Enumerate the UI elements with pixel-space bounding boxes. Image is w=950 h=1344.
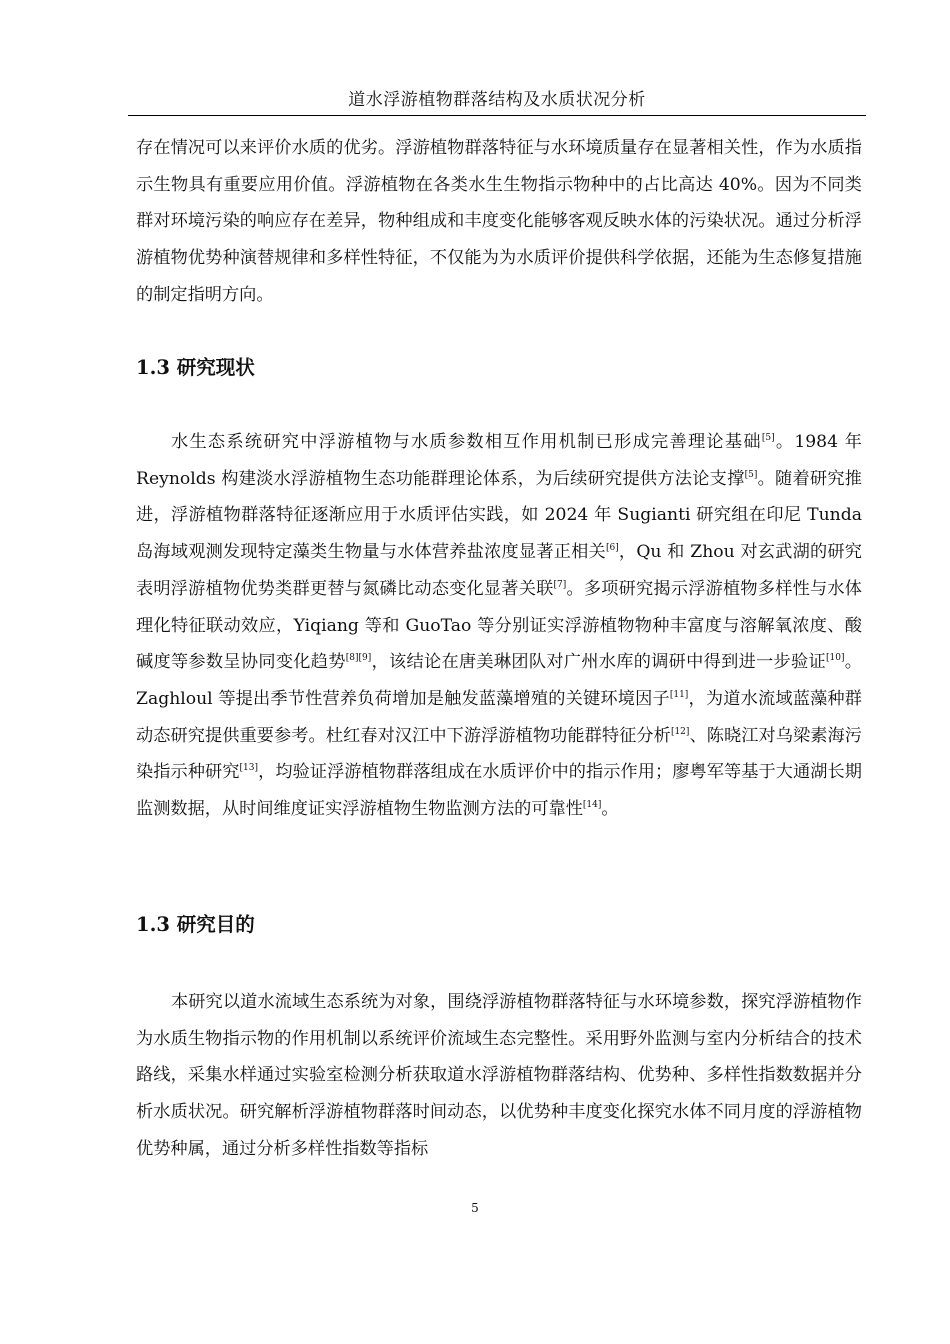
- citation: [6]: [605, 543, 619, 554]
- status-paragraph: [136, 424, 862, 828]
- text-span: 。随着研究推进，浮游植物群落特征逐渐应用于水质评估实践，如 2024 年 Sugianti 研究组在印尼 Tunda 岛海域观测发现特定藻类生物量与水体营养盐浓度显著正相关: [136, 468, 862, 563]
- section-heading-status: 1.3 研究现状: [136, 356, 255, 379]
- citation: [5]: [761, 433, 775, 443]
- text-span: ，均验证浮游植物群落组成在水质评价中的指示作用；廖粤军等基于大通湖长期监测数据，从时间维度证实浮游植物生物监测方法的可靠性: [136, 762, 862, 820]
- citation: [7]: [553, 579, 567, 590]
- section-heading-purpose: 1.3 研究目的: [136, 913, 255, 936]
- running-header: 道水浮游植物群落结构及水质状况分析: [348, 90, 646, 110]
- citation: [14]: [582, 800, 602, 811]
- text-span: ，为道水流域蓝藻种群动态研究提供重要参考。杜红春对汉江中下游浮游植物功能群特征分析: [136, 688, 862, 746]
- text-span: 。1984 年 Reynolds 构建淡水浮游植物生态功能群理论体系，为后续研究提供方法论支撑: [136, 432, 862, 489]
- text-span: ，Qu 和 Zhou 对玄武湖的研究表明浮游植物优势类群更替与氮磷比动态变化显著关联: [136, 542, 862, 599]
- text-span: 、陈晓江对乌梁素海污染指示种研究: [136, 725, 862, 783]
- intro-paragraph: 存在情况可以来评价水质的优劣。浮游植物群落特征与水环境质量存在显著相关性，作为水质指示生物具有重要应用价值。浮游植物在各类水生生物指示物种中的占比高达 40%。因为不同类群对环境污染的响应存在差异，物种组成和丰度变化能够客观反映水体的污染状况。通过分析浮游植物优势种演替规律和多样性特征，不仅能为为水质评价提供科学依据，还能为生态修复措施的制定指明方向。: [136, 138, 862, 305]
- citation: [13]: [239, 763, 259, 774]
- citation: [8][9]: [345, 653, 372, 664]
- page-number: 5: [471, 1201, 479, 1215]
- text-span: ，该结论在唐美琳团队对广州水库的调研中得到进一步验证: [371, 652, 826, 673]
- text-span: 。Zaghloul 等提出季节性营养负荷增加是触发蓝藻增殖的关键环境因子: [136, 652, 862, 709]
- citation: [12]: [670, 726, 690, 737]
- header-divider: [128, 115, 866, 116]
- text-span: 。多项研究揭示浮游植物多样性与水体理化特征联动效应，Yiqiang 等和 GuoTao 等分别证实浮游植物物种丰富度与溶解氧浓度、酸碱度等参数呈协同变化趋势: [136, 578, 862, 673]
- citation: [11]: [669, 689, 689, 700]
- text-span: 。: [601, 799, 619, 820]
- citation: [5]: [744, 469, 758, 480]
- citation: [10]: [826, 653, 845, 664]
- purpose-paragraph: 本研究以道水流域生态系统为对象，围绕浮游植物群落特征与水环境参数，探究浮游植物作为水质生物指示物的作用机制以系统评价流域生态完整性。采用野外监测与室内分析结合的技术路线，采集水样通过实验室检测分析获取道水浮游植物群落结构、优势种、多样性指数数据并分析水质状况。研究解析浮游植物群落时间动态，以优势种丰度变化探究水体不同月度的浮游植物优势种属，通过分析多样性指数等指标: [136, 992, 862, 1159]
- text-span: 水生态系统研究中浮游植物与水质参数相互作用机制已形成完善理论基础: [171, 432, 762, 452]
